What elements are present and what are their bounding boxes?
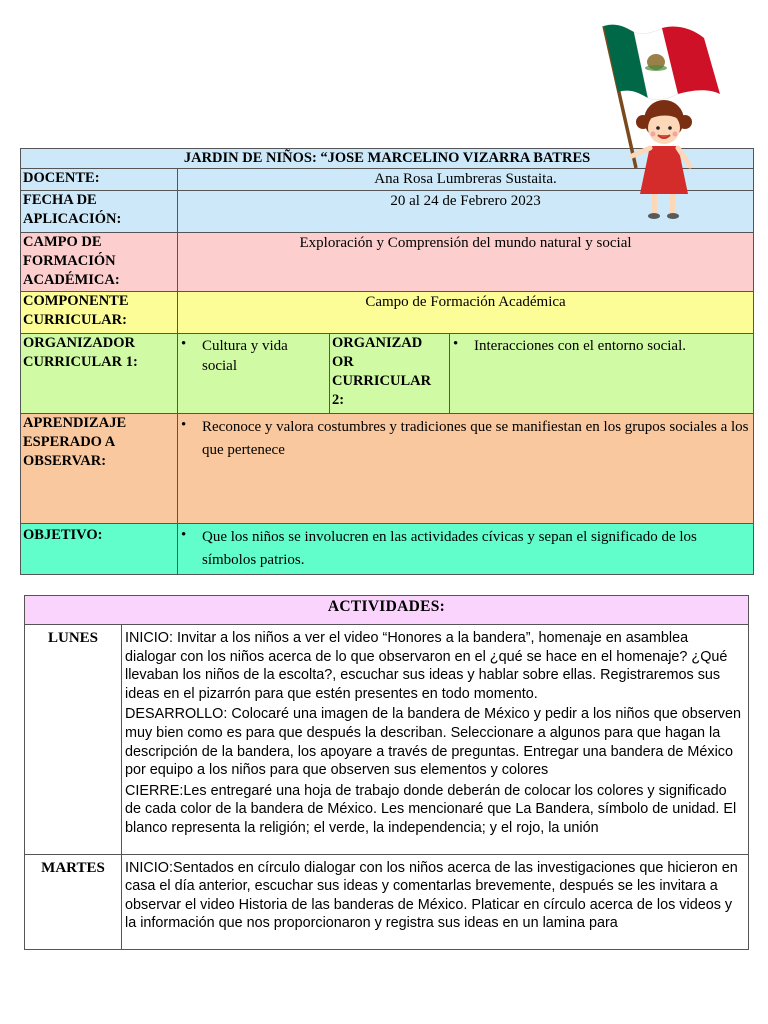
aprendizaje-value: • Reconoce y valora costumbres y tradiciones que se manifiestan en los grupos sociales a los que pertenece [178,414,754,524]
campo-label-line-3: ACADÉMICA: [23,272,120,288]
campo-label-line-2: FORMACIÓN [23,253,116,269]
organizador-1-label-line-1: ORGANIZADOR [23,335,135,351]
organizador-1-value-line-2: social [202,358,237,374]
activities-title: ACTIVIDADES: [25,596,749,625]
lunes-cierre: CIERRE:Les entregaré una hoja de trabajo donde deberán de colocar los colores y significado de cada color de la bandera de México. Les mencionaré que La Bandera, símbolo de unidad. El blanco representa la religión; el verde, la independencia; y el rojo, la unión [125,782,737,836]
componente-label-line-1: COMPONENTE [23,293,129,309]
objetivo-label: OBJETIVO: [21,524,178,575]
activities-table [24,595,749,950]
componente-label [21,292,178,334]
organizador-2-value: • Interacciones con el entorno social. [450,334,754,414]
fecha-label-line-1: FECHA DE [23,192,97,208]
organizador-2-label [330,334,450,414]
activity-text-lunes [122,625,749,855]
aprendizaje-label-line-2: ESPERADO A [23,434,116,450]
aprendizaje-label-line-3: OBSERVAR: [23,453,107,469]
docente-label: DOCENTE: [21,169,178,191]
campo-row [21,233,754,292]
organizador-row [21,334,754,414]
lunes-inicio: INICIO: Invitar a los niños a ver el video “Honores a la bandera”, homenaje en asamblea dialogar con los niños acerca de lo que observaron en el ¿qué se hace en el homenaje? ¿Qué llevaban los niños de la escolta?, escuchar sus ideas y hablar sobre ellas. Registraremos sus ideas en el pizarrón para que estén presentes en todo momento. [125,630,728,702]
mexican-flag-icon [604,25,720,100]
objetivo-row [21,524,754,575]
lunes-desarrollo: DESARROLLO: Colocaré una imagen de la bandera de México y pedir a los niños que observen muy bien como es para que después la describan. Seleccionare a algunos para que hagan la descripción de la bandera, los apoyare a través de preguntas. Entregar una bandera de México por equipo a los niños para que observen sus elementos y colores [125,706,741,779]
aprendizaje-label-line-1: APRENDIZAJE [23,415,127,431]
fecha-value: 20 al 24 de Febrero 2023 [178,191,754,233]
school-title: JARDIN DE NIÑOS: “JOSE MARCELINO VIZARRA BATRES [21,149,754,169]
campo-label [21,233,178,292]
aprendizaje-label [21,414,178,524]
day-label-martes: MARTES [25,854,122,949]
organizador-1-label-line-2: CURRICULAR 1: [23,354,138,370]
organizador-1-label [21,334,178,414]
activity-row-martes [25,854,749,949]
organizador-1-value-line-1: • Cultura y vida [202,338,288,354]
docente-value: Ana Rosa Lumbreras Sustaita. [178,169,754,191]
organizador-2-label-line-3: CURRICULAR [332,373,432,389]
organizador-2-label-line-4: 2: [332,392,345,408]
organizador-2-label-line-1: ORGANIZAD [332,335,423,351]
organizador-2-label-line-2: OR [332,354,354,370]
martes-inicio: INICIO:Sentados en círculo dialogar con los niños acerca de las investigaciones que hicieron en casa el día anterior, escuchar sus ideas y comentarlas brevemente, después se les invitara a observar el video Historia de las banderas de México. Platicar en círculo acerca de los videos y la información que nos proporcionaron y registra sus ideas en un lamina para [125,859,738,932]
fecha-label [21,191,178,233]
campo-label-line-1: CAMPO DE [23,234,102,250]
organizador-1-value [178,334,330,414]
componente-value: Campo de Formación Académica [178,292,754,334]
objetivo-value: • Que los niños se involucren en las actividades cívicas y sepan el significado de los símbolos patrios. [178,524,754,575]
campo-value: Exploración y Comprensión del mundo natural y social [178,233,754,292]
activity-text-martes [122,854,749,949]
componente-row [21,292,754,334]
activity-row-lunes [25,625,749,855]
aprendizaje-row [21,414,754,524]
girl-with-mexican-flag-icon [596,18,724,228]
activities-header-row [25,596,749,625]
day-label-lunes: LUNES [25,625,122,855]
girl-figure-icon [632,100,692,219]
componente-label-line-2: CURRICULAR: [23,312,127,328]
fecha-label-line-2: APLICACIÓN: [23,211,122,227]
